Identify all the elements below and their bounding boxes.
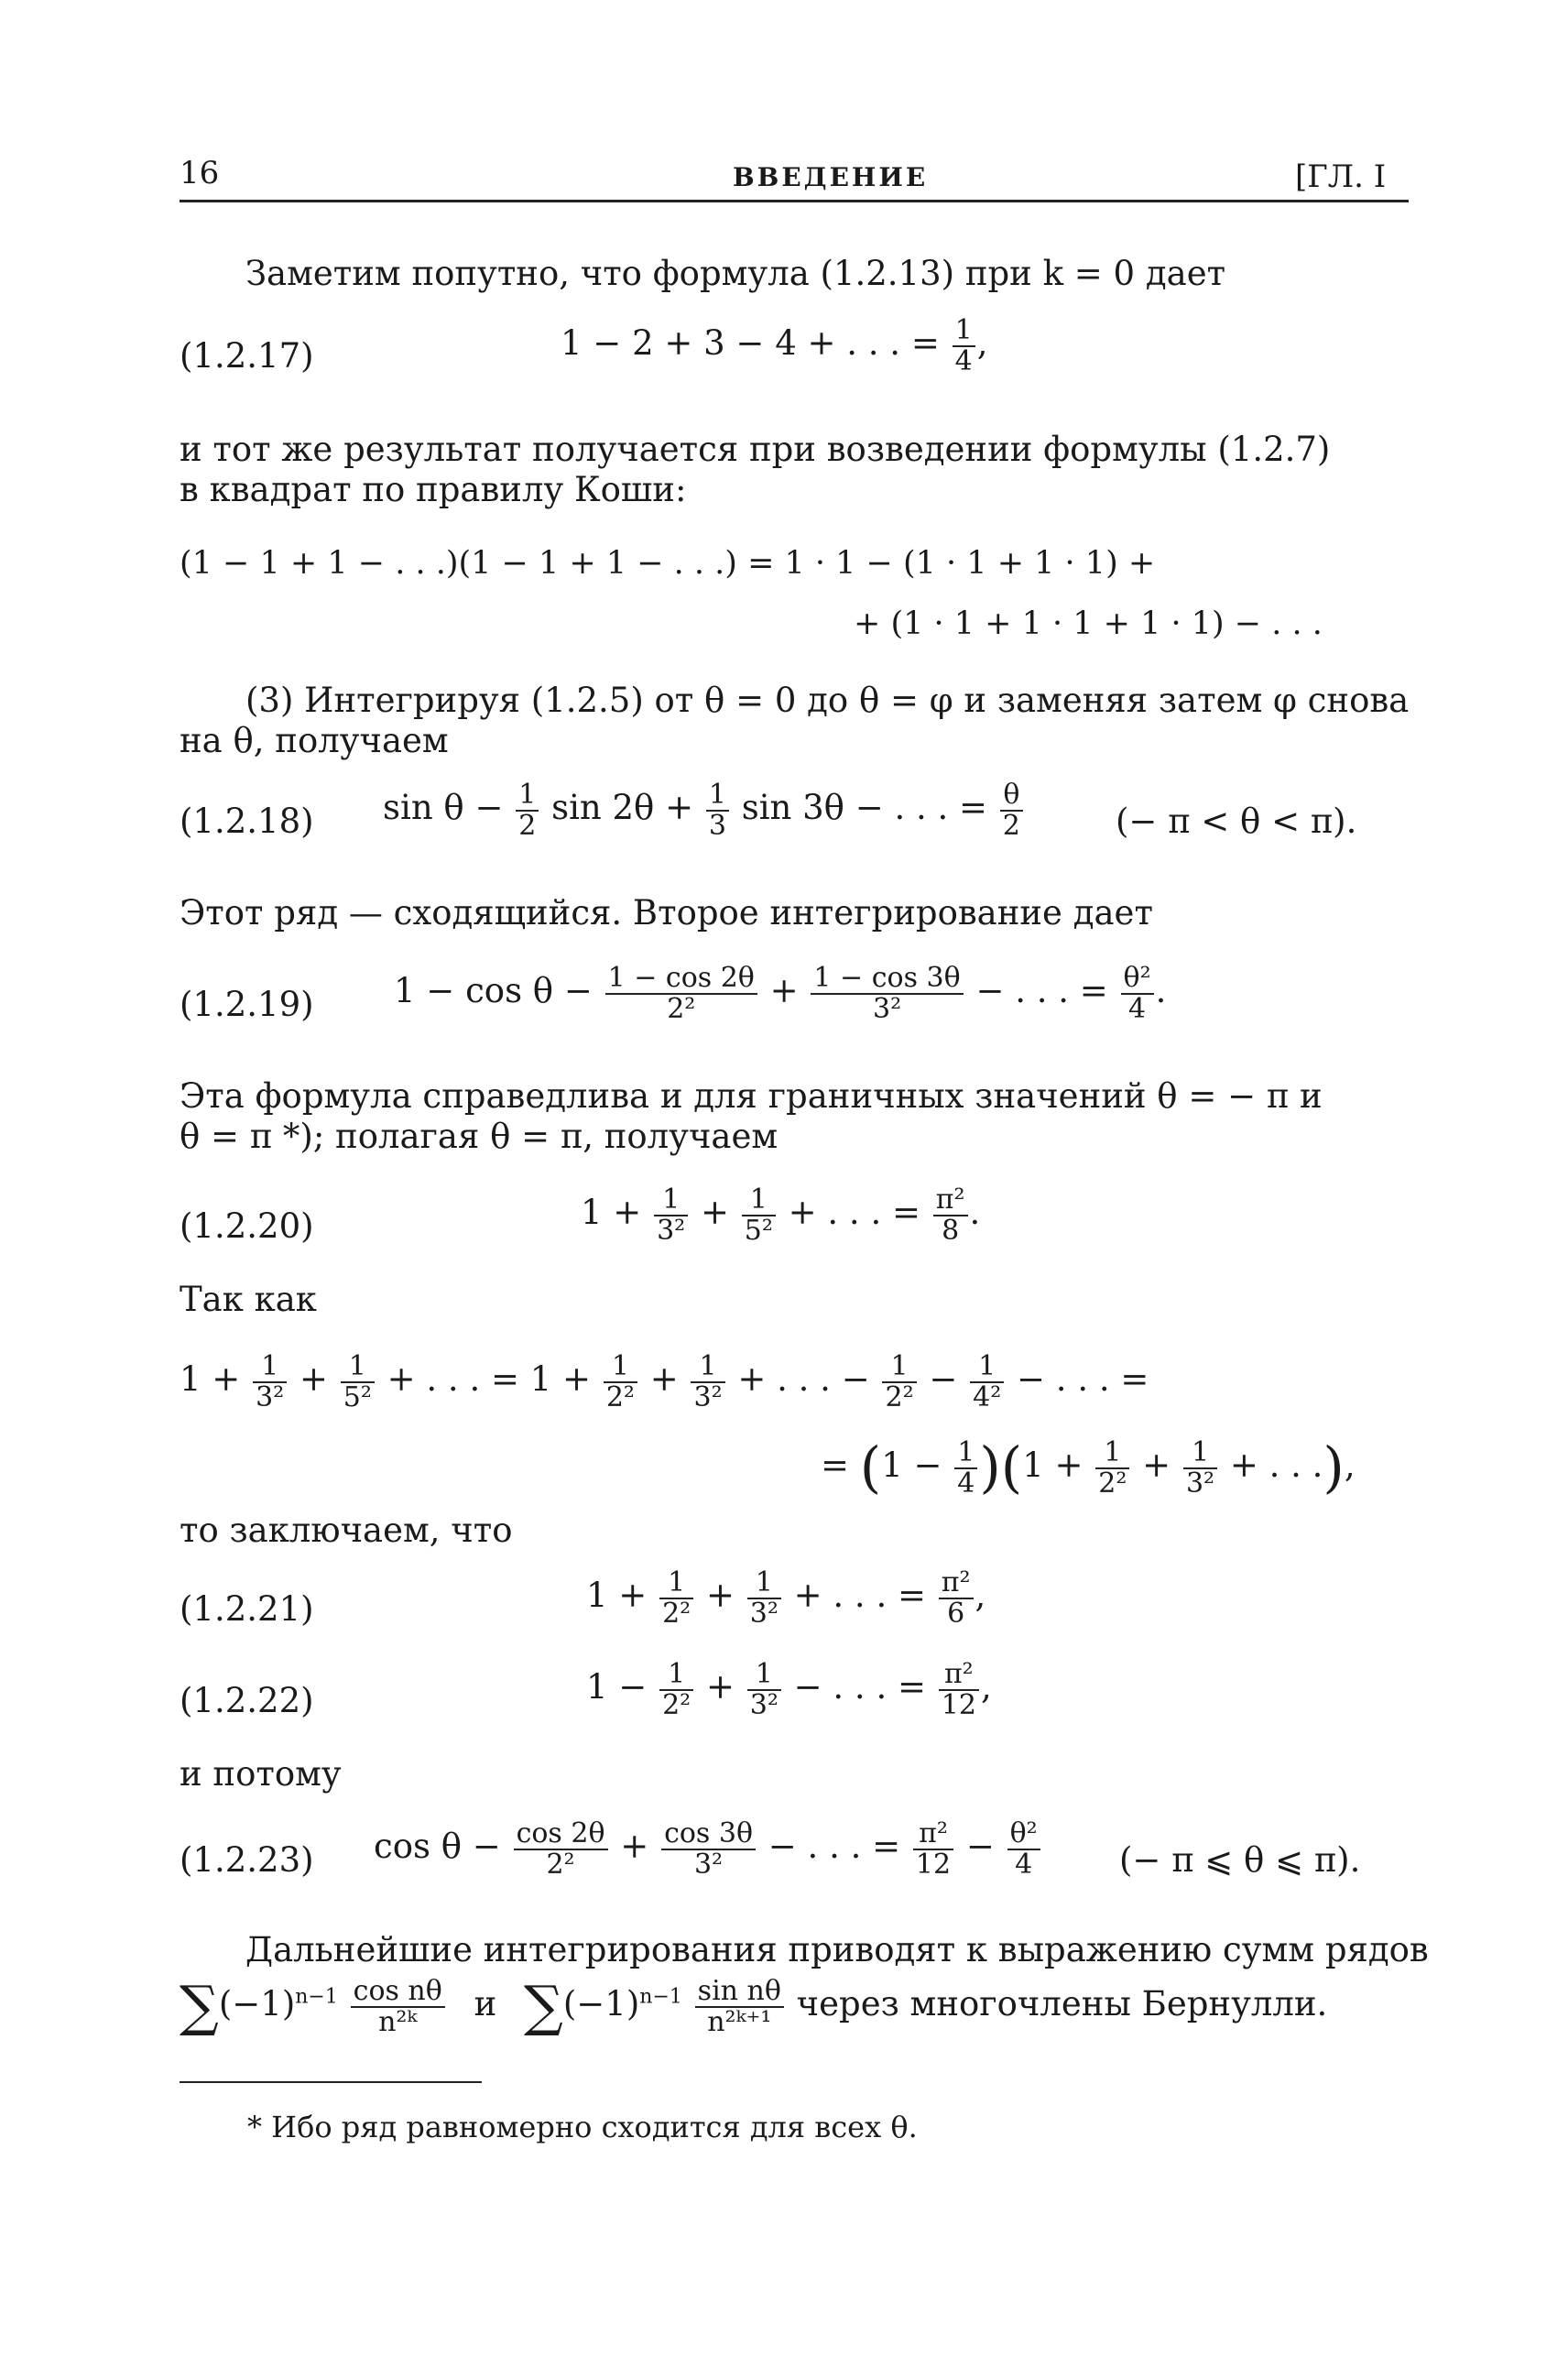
series-identity-line-1: 1 + $\frac{1}{\text{3²}}$ + $\frac{1}{\text{5²}}$ + . . . = 1 + $\frac{1}{\text{2²}}$ + $\frac{1}{\text{3²}}$ + . . . − $\frac{1}{\text{2²}}$ − $\frac{1}{\text{4²}}$ − . . . = (180, 1350, 1149, 1413)
footnote: * Ибо ряд равномерно сходится для всех θ. (247, 2110, 918, 2144)
paragraph-1: Заметим попутно, что формула (1.2.13) при k = 0 дает (245, 254, 1226, 293)
equation-label-1-2-19: (1.2.19) (180, 985, 314, 1024)
running-title: ВВЕДЕНИЕ (733, 162, 929, 192)
paragraph-9-line-1: Дальнейшие интегрирования приводят к выражению сумм рядов (245, 1930, 1429, 1969)
eq17-lhs: 1 − 2 + 3 − 4 + . . . = (561, 323, 940, 363)
footnote-rule (180, 2081, 482, 2083)
sum-symbol-cos: ∑ (180, 1974, 219, 2039)
equation-1-2-23: cos θ − $\frac{\cos 2\theta}{\text{2²}}$ + $\frac{\cos 3\theta}{\text{3²}}$ − . . . = $\frac{\text{π²}}{12}$ − $\frac{\text{θ²}}{4}$ (374, 1819, 1042, 1879)
equation-label-1-2-18: (1.2.18) (180, 802, 314, 841)
equation-label-1-2-20: (1.2.20) (180, 1206, 314, 1246)
equation-label-1-2-21: (1.2.21) (180, 1589, 314, 1629)
equation-1-2-22: 1 − $\frac{1}{\text{2²}}$ + $\frac{1}{\text{3²}}$ − . . . = $\frac{\text{π²}}{12}$ , (586, 1658, 992, 1721)
sum-cos-fraction: $\frac{\text{cos nθ}}{\text{n²ᵏ}}$ (351, 1977, 445, 2036)
paragraph-8: и потому (180, 1754, 342, 1794)
equation-label-1-2-23: (1.2.23) (180, 1840, 314, 1880)
paragraph-5-line-2: θ = π *); полагая θ = π, получаем (180, 1117, 779, 1156)
equation-1-2-18: sin θ − $\frac{1}{2}$ sin 2θ + $\frac{1}{3}$ sin 3θ − . . . = $\frac{\theta}{2}$ (383, 780, 1025, 840)
paragraph-3-line-1: (3) Интегрируя (1.2.5) от θ = 0 до θ = φ и заменяя затем φ снова (245, 681, 1410, 720)
equation-1-2-23-condition: (− π ⩽ θ ⩽ π). (1119, 1840, 1361, 1880)
equation-1-2-18-condition: (− π < θ < π). (1116, 802, 1357, 841)
paragraph-6: Так как (180, 1280, 317, 1319)
sum-symbol-sin: ∑ (524, 1974, 563, 2039)
cauchy-product-line-1: (1 − 1 + 1 − . . .)(1 − 1 + 1 − . . .) = 1 · 1 − (1 · 1 + 1 · 1) + (180, 545, 1156, 582)
equation-1-2-20: 1 + $\frac{1}{\text{3²}}$ + $\frac{1}{\text{5²}}$ + . . . = $\frac{\text{π²}}{8}$ . (581, 1184, 981, 1247)
paragraph-4: Этот ряд — сходящийся. Второе интегрирование дает (180, 893, 1153, 933)
series-identity-line-2: = (1 − $\frac{1}{4}$ )(1 + $\frac{1}{\text{2²}}$ + $\frac{1}{\text{3²}}$ + . . .), (821, 1435, 1356, 1500)
page-number: 16 (180, 155, 220, 191)
header-rule (180, 200, 1409, 202)
equation-label-1-2-22: (1.2.22) (180, 1681, 314, 1720)
equation-1-2-17: 1 − 2 + 3 − 4 + . . . = $\frac{1}{4}$ , (561, 314, 988, 377)
chapter-label: [ГЛ. I (1295, 158, 1387, 195)
sum-sin-fraction: $\frac{\text{sin nθ}}{\text{n²ᵏ⁺¹}}$ (695, 1977, 784, 2036)
equation-label-1-2-17: (1.2.17) (180, 336, 314, 376)
paragraph-7: то заключаем, что (180, 1511, 513, 1550)
paragraph-5-line-1: Эта формула справедлива и для граничных значений θ = − π и (180, 1076, 1323, 1116)
paragraph-9-line-2: $\sum(-1)^{n-1}$ $\frac{\text{cos nθ}}{\text{n²ᵏ}}$ и $\sum(-1)^{n-1}$ $\frac{\text{sin nθ}}{\text{n²ᵏ⁺¹}}$ через многочлены Бернулли. (180, 1974, 1328, 2039)
paragraph-2-line-1: и тот же результат получается при возведении формулы (1.2.7) (180, 430, 1331, 469)
paragraph-3-line-2: на θ, получаем (180, 721, 449, 760)
equation-1-2-21: 1 + $\frac{1}{\text{2²}}$ + $\frac{1}{\text{3²}}$ + . . . = $\frac{\text{π²}}{6}$ , (586, 1566, 986, 1630)
equation-1-2-19: 1 − cos θ − $\frac{1 - \cos 2\theta}{\text{2²}}$ + $\frac{1 - \cos 3\theta}{\text{3²}}$ − . . . = $\frac{\text{θ²}}{4}$ . (394, 962, 1167, 1025)
cauchy-product-line-2: + (1 · 1 + 1 · 1 + 1 · 1) − . . . (854, 605, 1323, 642)
paragraph-2-line-2: в квадрат по правилу Коши: (180, 470, 687, 509)
eq17-fraction: $\frac{1}{4}$ (953, 316, 975, 376)
